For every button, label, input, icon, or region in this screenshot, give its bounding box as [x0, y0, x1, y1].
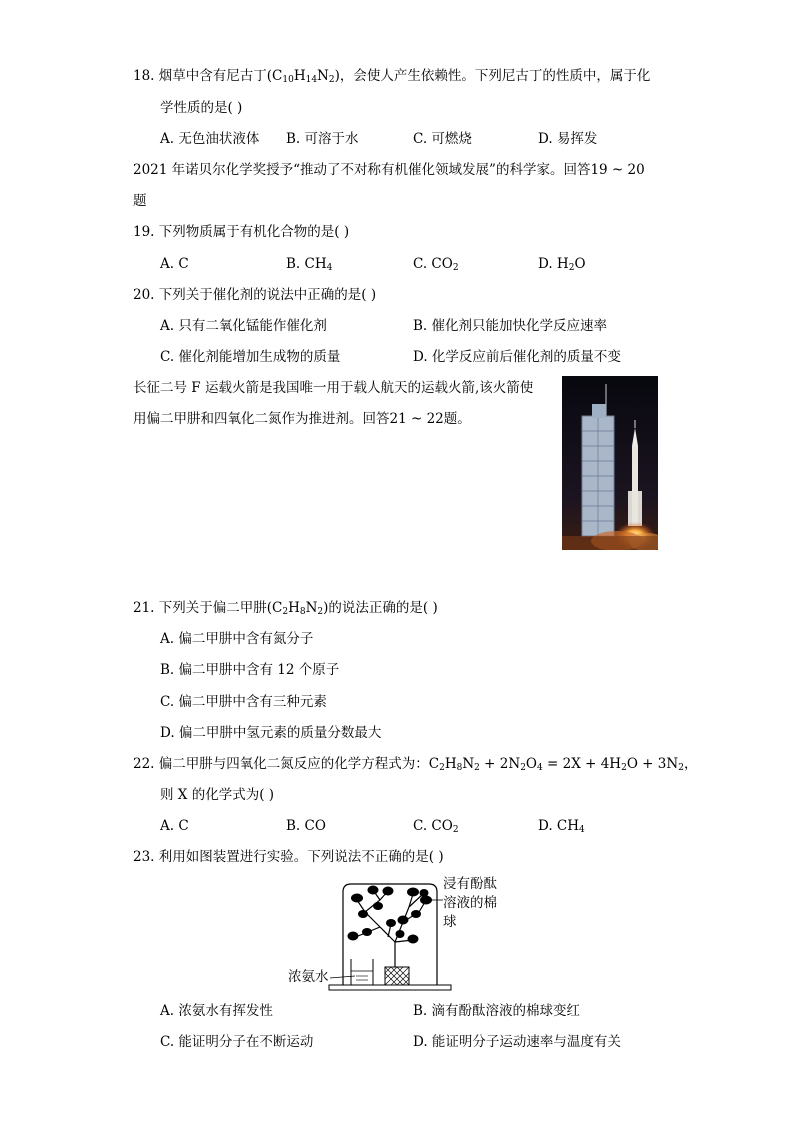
- q21-option-a: A. 偏二甲肼中含有氮分子: [160, 631, 314, 647]
- q22-sub4: 2: [520, 763, 526, 773]
- experiment-diagram: [285, 872, 515, 997]
- label-cotton-line2: 溶液的棉: [443, 895, 497, 911]
- q20-stem: 20. 下列关于催化剂的说法中正确的是( ): [133, 287, 377, 303]
- label-cotton-line3: 球: [443, 914, 457, 930]
- q21-option-d: D. 偏二甲肼中氢元素的质量分数最大: [160, 725, 382, 741]
- q23-option-d: D. 能证明分子运动速率与温度有关: [413, 1034, 621, 1050]
- q18-stem-line1: [133, 67, 650, 85]
- q22-sub2: 8: [456, 763, 463, 773]
- q22-text-h: ，: [683, 756, 698, 772]
- q19-option-b-text: B. CH: [286, 256, 327, 272]
- q19-option-c-text: C. CO: [413, 256, 453, 272]
- q18-sub2: 14: [305, 75, 318, 85]
- q22-stem-line1: [133, 755, 697, 773]
- q21-option-b: B. 偏二甲肼中含有 12 个原子: [160, 662, 340, 678]
- q18-text-c: N: [317, 68, 329, 84]
- q19-option-d-tail: O: [574, 256, 586, 272]
- base-plate: [329, 985, 451, 990]
- q22-sub5: 4: [537, 763, 543, 773]
- q22-option-c-sub: 2: [452, 825, 459, 835]
- q20-option-a: A. 只有二氧化锰能作催化剂: [160, 318, 327, 334]
- q22-option-d-text: D. CH: [538, 818, 580, 834]
- q21-sub3: 2: [317, 607, 324, 617]
- q23-option-a: A. 浓氨水有挥发性: [160, 1003, 273, 1019]
- q22-sub7: 2: [678, 763, 684, 773]
- q21-stem-d: )的说法正确的是( ): [323, 600, 438, 616]
- q21-stem: [133, 599, 438, 617]
- q18-sub1: 10: [282, 75, 294, 85]
- intro19-line2: 题: [133, 193, 147, 209]
- q22-option-d-sub: 4: [579, 825, 585, 835]
- q18-text-b: H: [293, 68, 306, 84]
- q21-sub2: 8: [299, 607, 306, 617]
- q18-sub3: 2: [328, 75, 335, 85]
- q18-option-b: B. 可溶于水: [286, 131, 359, 147]
- q22-option-c-text: C. CO: [413, 818, 453, 834]
- q22-option-a: A. C: [160, 818, 189, 834]
- q21-stem-b: H: [288, 600, 300, 616]
- q22-text-e: O: [525, 756, 537, 772]
- q22-text-g: O + 3N: [626, 756, 679, 772]
- q19-option-d: [538, 255, 586, 273]
- q22-text-f: = 2X + 4H: [542, 756, 622, 772]
- q18-stem-line2: 学性质的是( ): [160, 100, 243, 116]
- q22-text-b: H: [444, 756, 457, 772]
- q19-option-c: [413, 255, 459, 273]
- intro21-line2: 用偏二甲肼和四氧化二氮作为推进剂。回答21 ~ 22题。: [133, 411, 471, 427]
- label-cotton: [443, 875, 497, 932]
- label-cotton-line1: 浸有酚酞: [443, 876, 497, 892]
- q21-option-c: C. 偏二甲肼中含有三种元素: [160, 694, 327, 710]
- q20-option-c: C. 催化剂能增加生成物的质量: [160, 349, 341, 365]
- q22-option-c: [413, 817, 459, 835]
- q22-sub6: 2: [621, 763, 627, 773]
- cotton-branch: [353, 890, 425, 967]
- intro21-line1: 长征二号 F 运载火箭是我国唯一用于载人航天的运载火箭,该火箭使: [133, 380, 534, 396]
- q18-text-d: )，会使人产生依赖性。下列尼古丁的性质中，属于化: [334, 68, 651, 84]
- rocket-illustration: [562, 376, 658, 550]
- q20-option-d: D. 化学反应前后催化剂的质量不变: [413, 349, 621, 365]
- q19-option-a: A. C: [160, 256, 189, 272]
- q22-option-d: [538, 817, 585, 835]
- q21-stem-c: N: [305, 600, 318, 616]
- rocket-launch-photo: [562, 376, 658, 550]
- q22-stem-line2: 则 X 的化学式为( ): [160, 787, 275, 803]
- q22-option-b: B. CO: [286, 818, 326, 834]
- q19-option-d-sub: 2: [568, 263, 575, 273]
- q23-option-b: B. 滴有酚酞溶液的棉球变红: [413, 1003, 581, 1019]
- q22-text-a: 22. 偏二甲肼与四氧化二氮反应的化学方程式为：C: [133, 756, 440, 772]
- q22-sub1: 2: [439, 763, 445, 773]
- q18-text-a: 18. 烟草中含有尼古丁(C: [133, 68, 283, 84]
- q21-sub1: 2: [282, 607, 289, 617]
- q22-text-d: + 2N: [479, 756, 521, 772]
- q22-text-c: N: [462, 756, 475, 772]
- q21-stem-a: 21. 下列关于偏二甲肼(C: [133, 600, 283, 616]
- intro19-line1: 2021 年诺贝尔化学奖授予“推动了不对称有机催化领域发展”的科学家。回答19 ~ 20: [133, 162, 645, 178]
- q19-option-c-sub: 2: [452, 263, 459, 273]
- q19-option-b: [286, 255, 332, 273]
- q18-option-c: C. 可燃烧: [413, 131, 472, 147]
- label-ammonia: 浓氨水: [288, 969, 329, 985]
- q19-option-b-sub: 4: [326, 263, 333, 273]
- q20-option-b: B. 催化剂只能加快化学反应速率: [413, 318, 608, 334]
- beaker: [351, 959, 373, 985]
- q22-sub3: 2: [474, 763, 480, 773]
- q19-option-d-text: D. H: [538, 256, 569, 272]
- q23-option-c: C. 能证明分子在不断运动: [160, 1034, 314, 1050]
- q23-stem: 23. 利用如图装置进行实验。下列说法不正确的是( ): [133, 849, 444, 865]
- q18-option-a: A. 无色油状液体: [160, 131, 260, 147]
- q18-option-d: D. 易挥发: [538, 131, 598, 147]
- q19-stem: 19. 下列物质属于有机化合物的是( ): [133, 224, 350, 240]
